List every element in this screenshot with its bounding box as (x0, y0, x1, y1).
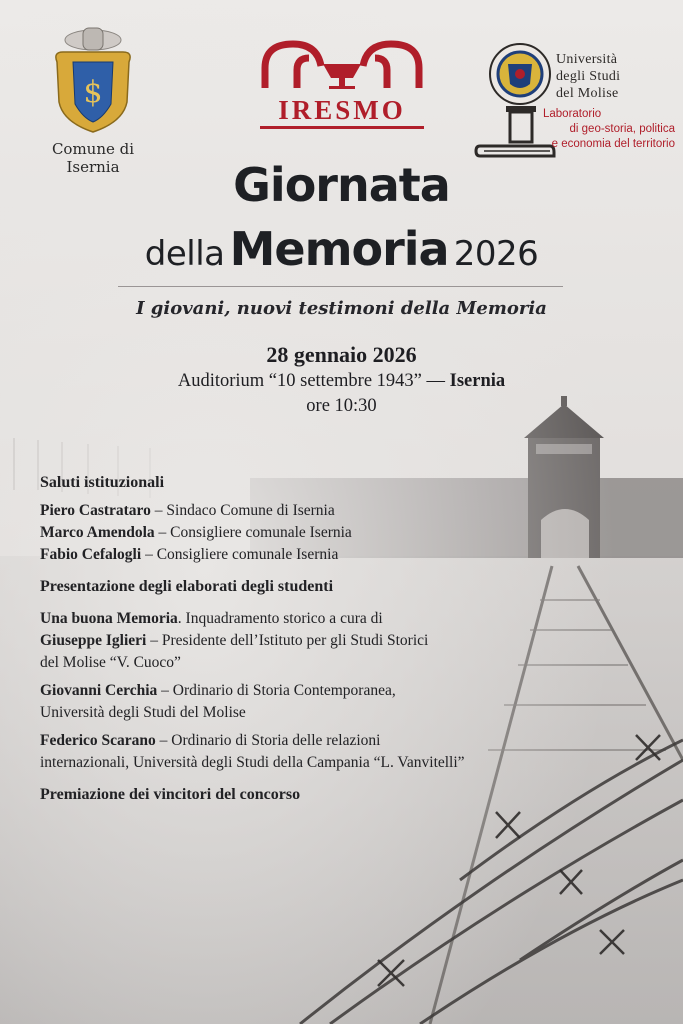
event-time: ore 10:30 (306, 396, 377, 416)
speaker-role: – Ordinario di Storia Contemporanea, (157, 682, 396, 699)
iresmo-name: IRESMO (278, 95, 406, 125)
unimol-name-line2: degli Studi (556, 69, 621, 84)
awards-title: Premiazione dei vincitori del concorso (40, 786, 301, 803)
svg-text:$: $ (83, 75, 103, 110)
coat-of-arms-icon (43, 22, 143, 134)
greeting-item (40, 500, 500, 522)
unimol-lab-line3: e economia del territorio (551, 138, 675, 150)
greeting-role: – Sindaco Comune di Isernia (150, 502, 335, 519)
presentation-title: Presentazione degli elaborati degli studenti (40, 578, 334, 595)
title-divider (118, 286, 563, 287)
title-memoria: Memoria (229, 222, 449, 276)
memory-heading (40, 608, 500, 630)
program (40, 472, 500, 806)
greeting-name: Fabio Cefalogli (40, 546, 142, 563)
event-venue-name: Auditorium “10 settembre 1943” — (177, 371, 446, 391)
greeting-role: – Consigliere comunale Isernia (141, 546, 339, 563)
event-city: Isernia (449, 371, 506, 391)
speaker-role: – Presidente dell’Istituto per gli Studi Storici (146, 632, 429, 649)
greetings-title: Saluti istituzionali (40, 474, 165, 491)
comune-isernia-logo (38, 22, 148, 176)
memory-sub: . Inquadramento storico a cura di (177, 610, 383, 627)
arches-icon (257, 38, 427, 90)
greeting-item (40, 522, 500, 544)
unimol-name-line3: del Molise (556, 86, 619, 101)
speaker-role-line2: del Molise “V. Cuoco” (40, 654, 181, 671)
memory-title: Una buona Memoria (40, 610, 178, 627)
speaker-role-line2: internazionali, Università degli Studi della Campania “L. Vanvitelli” (40, 754, 465, 771)
speaker-name: Giovanni Cerchia (40, 682, 158, 699)
title-giornata: Giornata (233, 158, 450, 212)
speaker-item (40, 730, 500, 752)
speaker-name: Federico Scarano (40, 732, 156, 749)
speaker-role: – Ordinario di Storia delle relazioni (155, 732, 381, 749)
unimol-lab-line2: di geo-storia, politica (569, 123, 675, 135)
title-year: 2026 (453, 234, 539, 274)
greeting-item (40, 544, 500, 566)
greeting-name: Piero Castrataro (40, 502, 151, 519)
speaker-item (40, 630, 500, 652)
speaker-name: Giuseppe Iglieri (40, 632, 147, 649)
comune-line1: Comune di (51, 140, 135, 158)
unimol-logo (474, 42, 679, 162)
event-venue (0, 371, 683, 392)
speaker-role-line2: Università degli Studi del Molise (40, 704, 246, 721)
comune-line2: Isernia (66, 158, 120, 176)
title-memoria-line (0, 222, 683, 276)
iresmo-logo (254, 38, 430, 129)
title-della: della (144, 234, 225, 274)
event-date: 28 gennaio 2026 (266, 342, 417, 367)
subtitle: I giovani, nuovi testimoni della Memoria (136, 298, 547, 319)
unimol-name-line1: Università (556, 52, 618, 67)
speaker-item (40, 680, 500, 702)
greeting-role: – Consigliere comunale Isernia (154, 524, 352, 541)
iresmo-underline (260, 126, 424, 129)
unimol-lab-line1: Laboratorio (543, 108, 602, 120)
greeting-name: Marco Amendola (40, 524, 155, 541)
